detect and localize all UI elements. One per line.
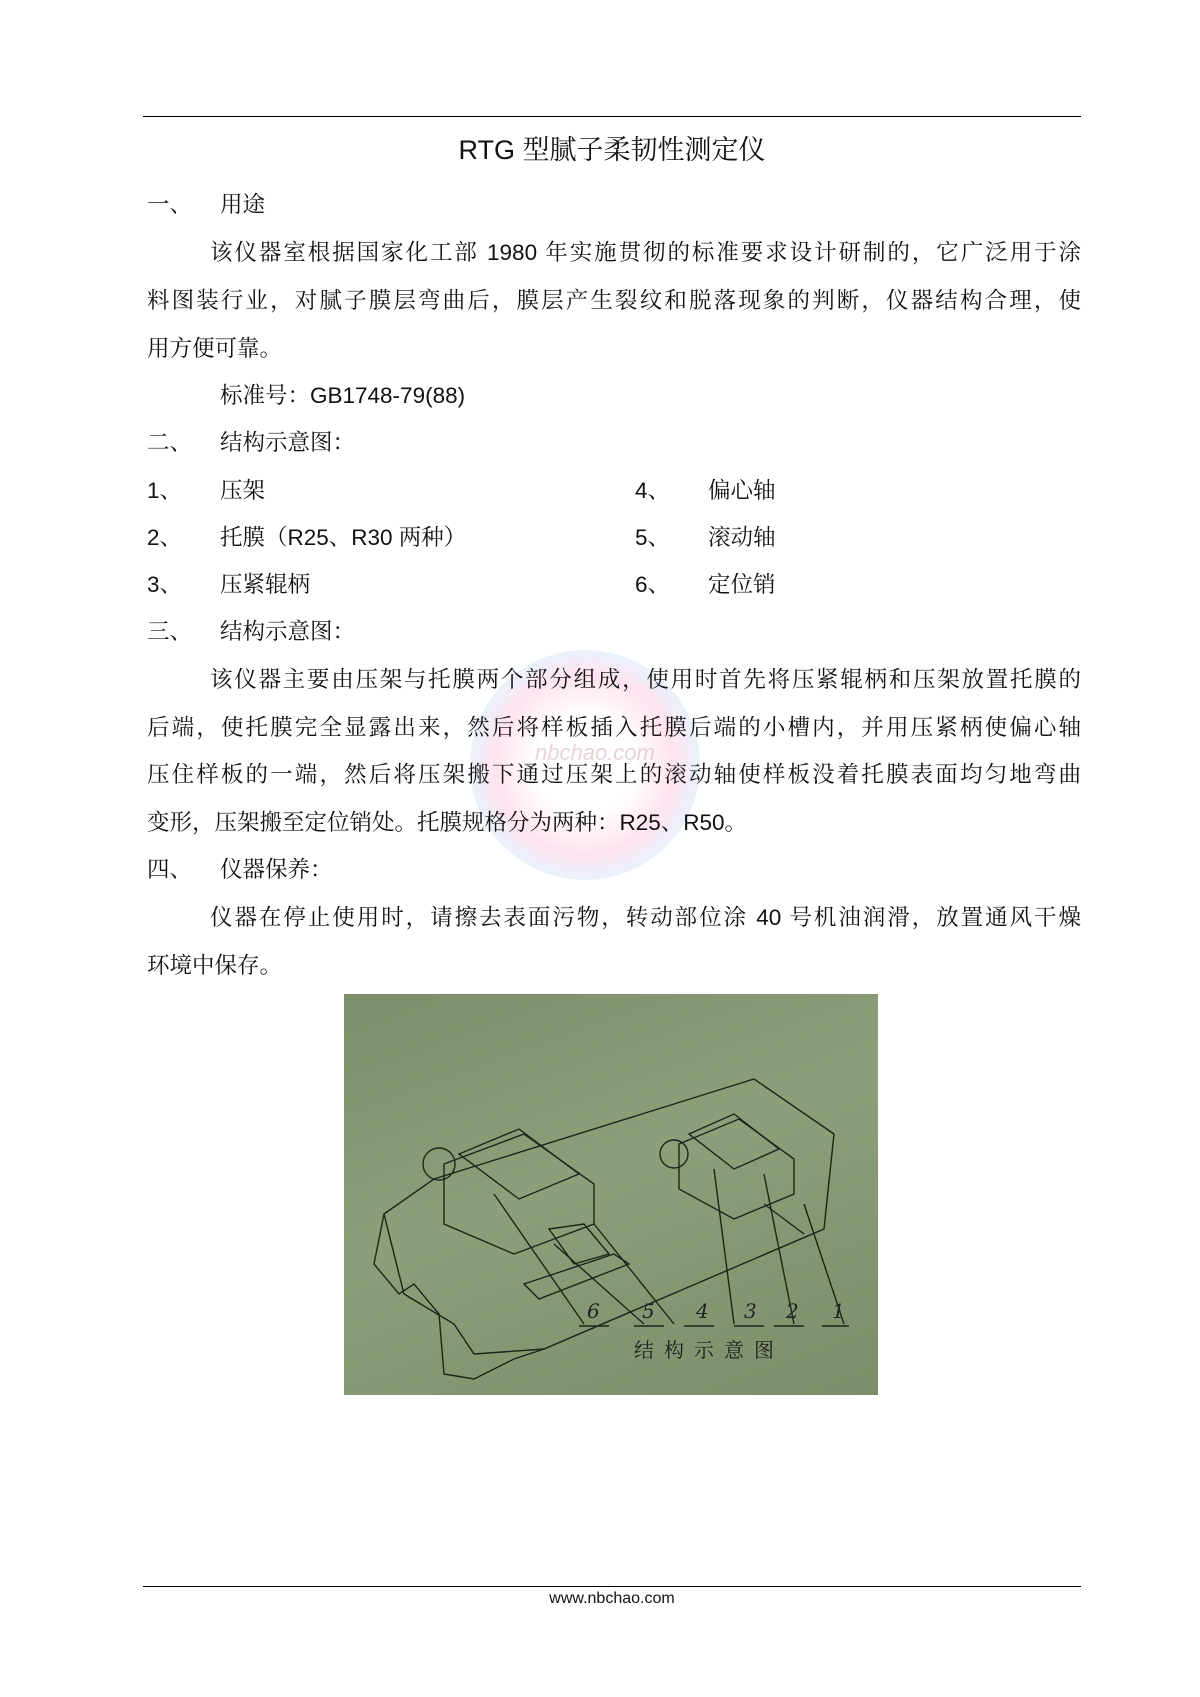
apparatus-drawing	[344, 994, 878, 1395]
part-row	[147, 476, 1081, 506]
section-title: 结构示意图：	[220, 619, 356, 644]
watermark-text: nbchao.com	[535, 740, 655, 765]
part-number: 5、	[635, 525, 671, 550]
paragraph-line: 该仪器室根据国家化工部 1980 年实施贯彻的标准要求设计研制的，它广泛用于涂	[210, 240, 1081, 265]
section-3-heading	[147, 617, 1081, 647]
paragraph-line: 料图装行业，对腻子膜层弯曲后，膜层产生裂纹和脱落现象的判断，仪器结构合理，使	[147, 288, 1081, 313]
section-title: 结构示意图：	[220, 430, 356, 455]
part-name: 偏心轴	[708, 478, 776, 503]
figure-label: 6	[587, 1299, 600, 1323]
part-row	[147, 523, 1081, 553]
paragraph-line: 变形，压架搬至定位销处。托膜规格分为两种：R25、R50。	[147, 810, 748, 835]
footer-url: www.nbchao.com	[549, 1590, 675, 1607]
paragraph-line: 仪器在停止使用时，请擦去表面污物，转动部位涂 40 号机油润滑，放置通风干燥	[210, 905, 1081, 930]
page-title: RTG 型腻子柔韧性测定仪	[458, 135, 766, 165]
paragraph-line: 压住样板的一端，然后将压架搬下通过压架上的滚动轴使样板没着托膜表面均匀地弯曲	[147, 762, 1081, 787]
paragraph-line: 该仪器主要由压架与托膜两个部分组成，使用时首先将压紧辊柄和压架放置托膜的	[210, 667, 1081, 692]
part-number: 2、	[147, 525, 183, 550]
part-number: 1、	[147, 478, 183, 503]
part-name: 托膜（R25、R30 两种）	[220, 525, 467, 550]
figure-label: 3	[744, 1299, 757, 1323]
figure-label: 4	[696, 1299, 709, 1323]
standard-number: 标准号：GB1748-79(88)	[220, 383, 466, 408]
header-rule	[143, 116, 1081, 117]
part-name: 压紧辊柄	[220, 572, 311, 597]
part-number: 4、	[635, 478, 671, 503]
footer-rule	[143, 1586, 1081, 1587]
part-name: 压架	[220, 478, 266, 503]
part-row	[147, 570, 1081, 600]
section-1-heading	[147, 190, 1081, 220]
figure-label: 1	[832, 1299, 845, 1323]
section-4-heading	[147, 855, 1081, 885]
figure-caption: 结构示意图	[634, 1340, 784, 1362]
figure-label: 2	[786, 1299, 799, 1323]
structure-diagram-photo	[344, 994, 878, 1395]
section-2-heading	[147, 428, 1081, 458]
section-number: 二、	[147, 430, 193, 455]
section-number: 一、	[147, 192, 193, 217]
paragraph-line: 后端，使托膜完全显露出来，然后将样板插入托膜后端的小槽内，并用压紧柄使偏心轴	[147, 715, 1081, 740]
section-title: 用途	[220, 192, 266, 217]
part-number: 6、	[635, 572, 671, 597]
paragraph-line: 用方便可靠。	[147, 336, 283, 361]
paragraph-line: 环境中保存。	[147, 953, 283, 978]
section-title: 仪器保养：	[220, 857, 333, 882]
section-number: 四、	[147, 857, 193, 882]
section-number: 三、	[147, 619, 193, 644]
part-name: 滚动轴	[708, 525, 776, 550]
figure-label: 5	[642, 1299, 655, 1323]
part-number: 3、	[147, 572, 183, 597]
part-name: 定位销	[708, 572, 776, 597]
